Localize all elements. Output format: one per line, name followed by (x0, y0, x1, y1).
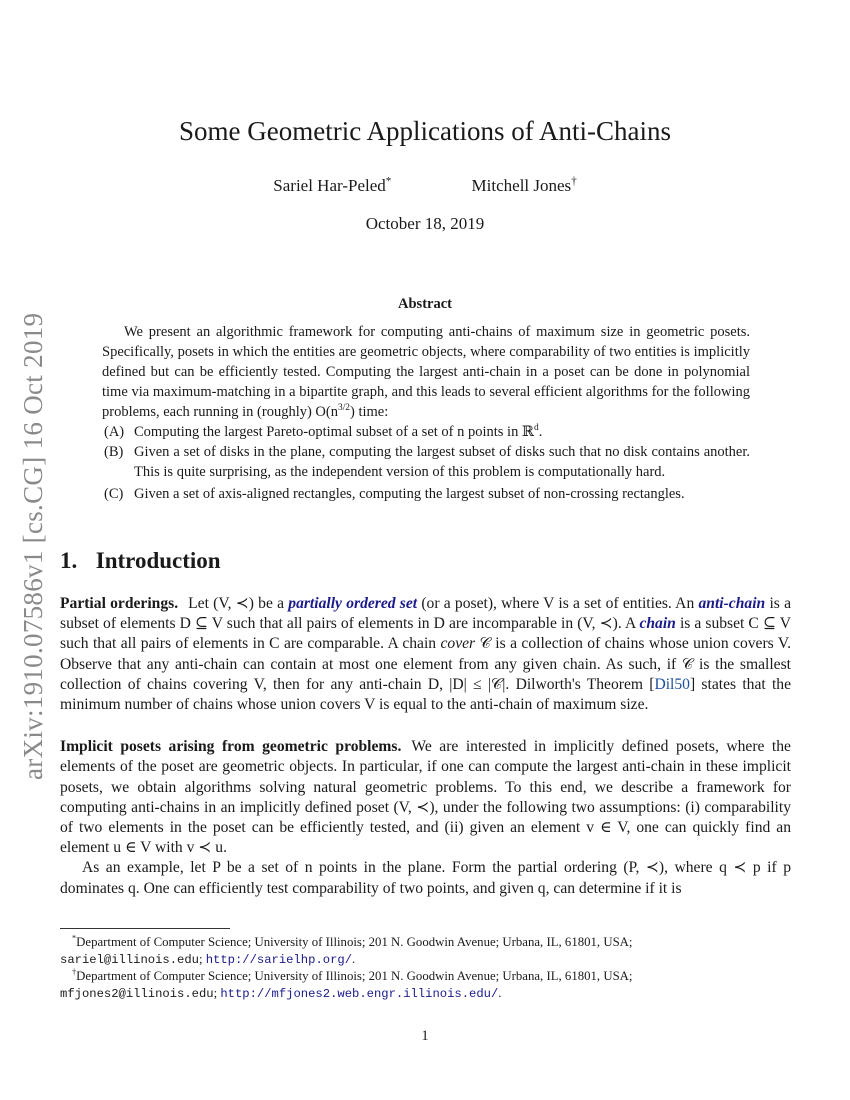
abstract-text: We present an algorithmic framework for computing anti-chains of maximum size in geometric posets. Specifically, posets in which the entities are geometric objects, where comparability of two entities is implicitly defined but can be efficiently tested. Computing the largest anti-chain in a poset can be done in polynomial time via maximum-matching in a bipartite graph, and this leads to several efficient algorithms for the following problems, each running in (roughly) $O(n^{3/2})$ time: (102, 324, 750, 420)
paragraph-implicit-posets: Implicit posets arising from geometric problems. We are interested in implicitly defined posets, where the elements of the poset are geometric objects. In particular, if one can compute the largest anti-chain in these implicit posets, we obtain algorithms solving natural geometric problems. To this end, we describe a framework for computing anti-chains in an implicitly defined poset (V, ≺), under the following two assumptions: (i) comparability of two elements in the poset can be efficiently tested, and (ii) given an element v ∈ V, one can quickly find an element u ∈ V with v ≺ u. (60, 738, 791, 857)
list-item: (B) Given a set of disks in the plane, computing the largest subset of disks such that no disk contains another. This is quite surprising, as the independent version of this problem is computationally hard. (104, 444, 750, 480)
section-heading (60, 548, 221, 574)
list-item: (C) Given a set of axis-aligned rectangles, computing the largest subset of non-crossing rectangles. (104, 486, 685, 502)
body-text (60, 594, 791, 899)
paper-title: Some Geometric Applications of Anti-Chains (179, 116, 671, 146)
author-footnote-mark[interactable]: † (571, 175, 577, 188)
footnote-email[interactable]: mfjones2@illinois.edu (60, 987, 214, 1001)
author-name: Mitchell Jones (471, 176, 572, 195)
section-number: 1. (60, 548, 78, 573)
author-1 (273, 176, 391, 196)
author-footnote-mark[interactable]: * (385, 175, 392, 188)
page-number: 1 (421, 1028, 429, 1044)
footnote-email[interactable]: sariel@illinois.edu (60, 953, 199, 967)
paper-date: October 18, 2019 (365, 214, 485, 233)
footnote-2: †Department of Computer Science; University of Illinois; 201 N. Goodwin Avenue; Urbana, IL, 61801, USA; mfjones2@illinois.edu; http://mfjones2.web.engr.illinois.edu/. (60, 967, 633, 1001)
paragraph-heading: Partial orderings. (60, 595, 179, 612)
footnote-rule (60, 928, 230, 929)
list-item-label: (B) (104, 444, 124, 460)
footnote-1: *Department of Computer Science; University of Illinois; 201 N. Goodwin Avenue; Urbana, IL, 61801, USA; sariel@illinois.edu; http://sarielhp.org/. (60, 933, 633, 967)
term-link-anti-chain[interactable]: anti-chain (698, 595, 766, 612)
term-link-partially-ordered-set[interactable]: partially ordered set (288, 595, 418, 612)
author-list (0, 176, 850, 196)
section-title: Introduction (95, 548, 221, 573)
abstract-list (102, 422, 750, 504)
list-item-label: (C) (104, 486, 124, 502)
arxiv-identifier[interactable]: arXiv:1910.07586v1 [cs.CG] 16 Oct 2019 (18, 312, 48, 780)
abstract-body (102, 322, 750, 504)
list-item-label: (A) (104, 424, 125, 440)
author-2 (472, 176, 577, 196)
term-link-chain[interactable]: chain (639, 615, 676, 633)
list-item: (A) Computing the largest Pareto-optimal subset of a set of n points in ℝ$^d$. (104, 423, 543, 440)
citation-link[interactable]: Dil50 (654, 675, 690, 693)
paragraph-partial-orderings: Partial orderings. Let (V, ≺) be a partially ordered set (or a poset), where V is a set of entities. An anti-chain is a subset of elements D ⊆ V such that all pairs of elements in D are incomparable in (V, ≺). A chain is a subset C ⊆ V such that all pairs of elements in C are comparable. A chain cover 𝒞 is a collection of chains whose union covers V. Observe that any anti-chain can contain at most one element from any given chain. As such, if 𝒞 is the smallest collection of chains covering V, then for any anti-chain D, |D| ≤ |𝒞|. Dilworth's Theorem [Dil50] states that the minimum number of chains whose union covers V is equal to the anti-chain of maximum size. (60, 595, 792, 714)
footnote-url-link[interactable]: http://sarielhp.org/ (205, 953, 353, 967)
paragraph-heading: Implicit posets arising from geometric problems. (60, 738, 402, 756)
abstract-heading: Abstract (398, 296, 452, 312)
term-cover: cover (440, 635, 476, 653)
footnote-url-link[interactable]: http://mfjones2.web.engr.illinois.edu/ (220, 987, 499, 1001)
author-name: Sariel Har-Peled (273, 176, 386, 195)
paragraph-example: As an example, let P be a set of n points in the plane. Form the partial ordering (P, ≺), where q ≺ p if p dominates q. One can efficiently test comparability of two points, and given q, can determine if it is (60, 859, 791, 897)
